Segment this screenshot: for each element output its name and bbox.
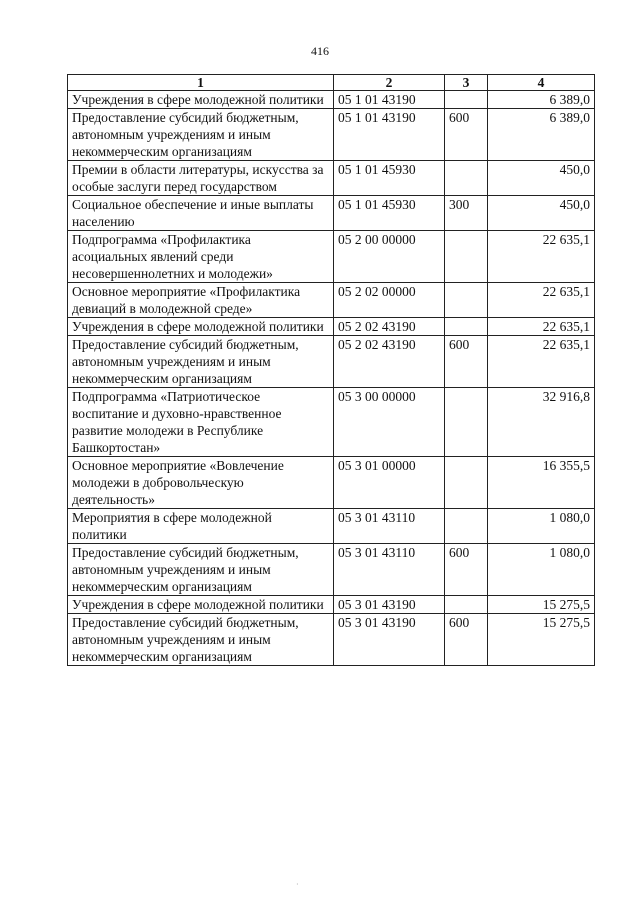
table-row <box>68 614 595 666</box>
table-row <box>68 231 595 283</box>
row-code-cell: 05 3 01 43110 <box>334 544 445 596</box>
row-code-cell: 05 1 01 45930 <box>334 196 445 231</box>
row-amount-cell: 15 275,5 <box>488 614 595 666</box>
row-name-cell: Подпрограмма «Профилактика асоциальных явлений среди несовершеннолетних и молодежи» <box>68 231 334 283</box>
row-name-cell: Премии в области литературы, искусства за особые заслуги перед государством <box>68 161 334 196</box>
row-type-cell <box>445 457 488 509</box>
row-code-cell: 05 2 02 43190 <box>334 318 445 336</box>
row-type-cell <box>445 388 488 457</box>
row-type-cell <box>445 318 488 336</box>
row-type-cell: 600 <box>445 544 488 596</box>
row-type-cell: 600 <box>445 109 488 161</box>
row-amount-cell: 450,0 <box>488 161 595 196</box>
table-row <box>68 109 595 161</box>
row-name-cell: Учреждения в сфере молодежной политики <box>68 318 334 336</box>
row-amount-cell: 6 389,0 <box>488 91 595 109</box>
row-code-cell: 05 3 01 00000 <box>334 457 445 509</box>
row-name-cell: Предоставление субсидий бюджетным, автономным учреждениям и иным некоммерческим организациям <box>68 109 334 161</box>
row-name-cell: Основное мероприятие «Вовлечение молодежи в добровольческую деятельность» <box>68 457 334 509</box>
table-body <box>68 91 595 666</box>
table-row <box>68 596 595 614</box>
budget-table <box>67 74 595 666</box>
table-row <box>68 509 595 544</box>
row-code-cell: 05 1 01 45930 <box>334 161 445 196</box>
row-code-cell: 05 3 01 43190 <box>334 596 445 614</box>
row-amount-cell: 1 080,0 <box>488 509 595 544</box>
row-name-cell: Предоставление субсидий бюджетным, автономным учреждениям и иным некоммерческим организациям <box>68 614 334 666</box>
row-amount-cell: 16 355,5 <box>488 457 595 509</box>
table-row <box>68 161 595 196</box>
row-type-cell <box>445 161 488 196</box>
row-code-cell: 05 3 01 43110 <box>334 509 445 544</box>
row-amount-cell: 22 635,1 <box>488 231 595 283</box>
row-name-cell: Учреждения в сфере молодежной политики <box>68 596 334 614</box>
row-code-cell: 05 1 01 43190 <box>334 91 445 109</box>
row-amount-cell: 32 916,8 <box>488 388 595 457</box>
row-name-cell: Предоставление субсидий бюджетным, автономным учреждениям и иным некоммерческим организациям <box>68 336 334 388</box>
table-header-row <box>68 75 595 91</box>
row-amount-cell: 1 080,0 <box>488 544 595 596</box>
row-code-cell: 05 2 00 00000 <box>334 231 445 283</box>
column-header-name: 1 <box>68 75 334 91</box>
row-amount-cell: 15 275,5 <box>488 596 595 614</box>
table-row <box>68 457 595 509</box>
scan-mark: · <box>296 880 299 889</box>
row-code-cell: 05 3 00 00000 <box>334 388 445 457</box>
table-row <box>68 388 595 457</box>
row-type-cell: 300 <box>445 196 488 231</box>
column-header-type: 3 <box>445 75 488 91</box>
row-type-cell <box>445 91 488 109</box>
row-amount-cell: 22 635,1 <box>488 283 595 318</box>
row-name-cell: Предоставление субсидий бюджетным, автономным учреждениям и иным некоммерческим организациям <box>68 544 334 596</box>
column-header-code: 2 <box>334 75 445 91</box>
row-code-cell: 05 2 02 43190 <box>334 336 445 388</box>
row-amount-cell: 450,0 <box>488 196 595 231</box>
row-code-cell: 05 2 02 00000 <box>334 283 445 318</box>
table-row <box>68 91 595 109</box>
row-name-cell: Подпрограмма «Патриотическое воспитание и духовно-нравственное развитие молодежи в Республике Башкортостан» <box>68 388 334 457</box>
row-code-cell: 05 3 01 43190 <box>334 614 445 666</box>
table-row <box>68 283 595 318</box>
row-type-cell: 600 <box>445 336 488 388</box>
row-type-cell <box>445 283 488 318</box>
table-row <box>68 196 595 231</box>
column-header-amount: 4 <box>488 75 595 91</box>
row-type-cell <box>445 596 488 614</box>
row-name-cell: Учреждения в сфере молодежной политики <box>68 91 334 109</box>
page-number: 416 <box>311 44 329 58</box>
row-amount-cell: 22 635,1 <box>488 318 595 336</box>
row-type-cell <box>445 231 488 283</box>
row-type-cell: 600 <box>445 614 488 666</box>
row-code-cell: 05 1 01 43190 <box>334 109 445 161</box>
table-row <box>68 544 595 596</box>
row-name-cell: Мероприятия в сфере молодежной политики <box>68 509 334 544</box>
row-amount-cell: 6 389,0 <box>488 109 595 161</box>
table-row <box>68 336 595 388</box>
row-amount-cell: 22 635,1 <box>488 336 595 388</box>
row-name-cell: Социальное обеспечение и иные выплаты населению <box>68 196 334 231</box>
row-type-cell <box>445 509 488 544</box>
table-row <box>68 318 595 336</box>
row-name-cell: Основное мероприятие «Профилактика девиаций в молодежной среде» <box>68 283 334 318</box>
